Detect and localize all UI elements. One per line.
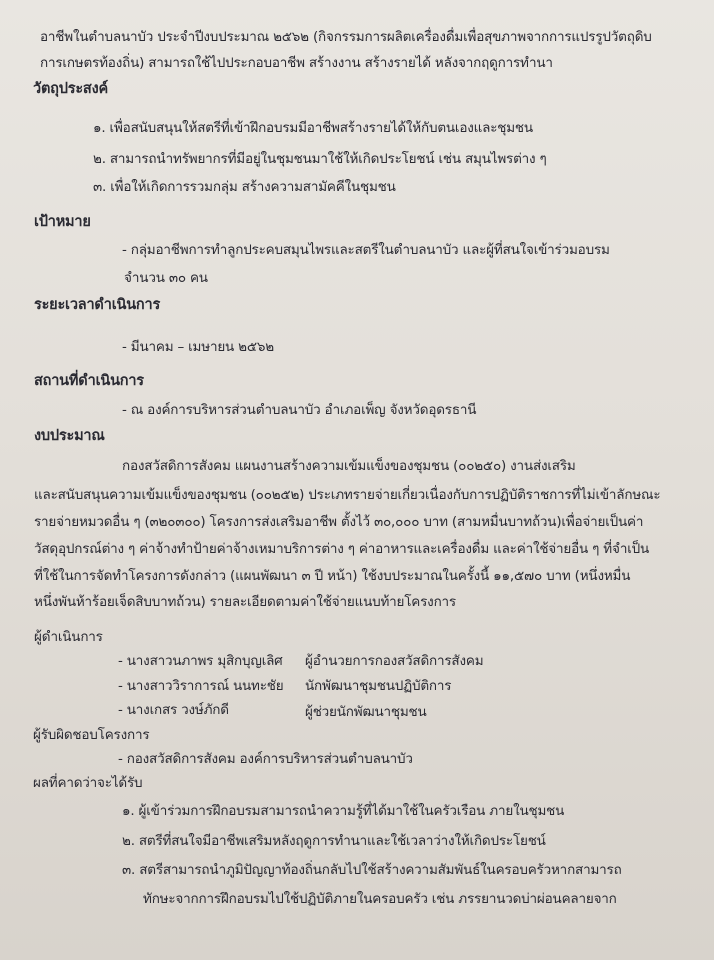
outcomes-heading: ผลที่คาดว่าจะได้รับ <box>33 775 143 791</box>
period-heading: ระยะเวลาดำเนินการ <box>34 297 161 313</box>
target-line-2: จำนวน ๓๐ คน <box>124 270 208 286</box>
responsible-line: - กองสวัสดิการสังคม องค์การบริหารส่วนตำบลนาบัว <box>118 751 413 767</box>
intro-line-1: อาชีพในตำบลนาบัว ประจำปีงบประมาณ ๒๕๖๒ (กิจกรรมการผลิตเครื่องดื่มเพื่อสุขภาพจากการแปรรูปวัตถุดิบ <box>40 29 652 45</box>
budget-line: ที่ใช้ในการจัดทำโครงการดังกล่าว (แผนพัฒนา ๓ ปี หน้า) ใช้งบประมาณในครั้งนี้ ๑๑,๕๗๐ บาท (หนึ่งหมื่น <box>34 568 631 584</box>
intro-line-2: การเกษตรท้องถิ่น) สามารถใช้ไปประกอบอาชีพ สร้างงาน สร้างรายได้ หลังจากฤดูการทำนา <box>40 55 553 71</box>
outcome-item: ๑. ผู้เข้าร่วมการฝึกอบรมสามารถนำความรู้ที่ได้มาใช้ในครัวเรือน ภายในชุมชน <box>122 803 565 819</box>
budget-line: หนึ่งพันห้าร้อยเจ็ดสิบบาทถ้วน) รายละเอียดตามค่าใช้จ่ายแนบท้ายโครงการ <box>34 594 456 610</box>
operator-name: - นางสาวนภาพร มุสิกบุญเลิศ <box>118 653 283 669</box>
operator-role: ผู้ช่วยนักพัฒนาชุมชน <box>305 704 427 720</box>
outcome-item-continuation: ทักษะจากการฝึกอบรมไปใช้ปฏิบัติภายในครอบครัว เช่น ภรรยานวดบ่าผ่อนคลายจาก <box>143 891 617 907</box>
objective-item: ๑. เพื่อสนับสนุนให้สตรีที่เข้าฝึกอบรมมีอาชีพสร้างรายได้ให้กับตนเองและชุมชน <box>93 120 533 136</box>
operator-name: - นางสาววิราการณ์ นนทะชัย <box>118 678 284 694</box>
objective-item: ๓. เพื่อให้เกิดการรวมกลุ่ม สร้างความสามัคคีในชุมชน <box>93 179 396 195</box>
target-line-1: - กลุ่มอาชีพการทำลูกประคบสมุนไพรและสตรีในตำบลนาบัว และผู้ที่สนใจเข้าร่วมอบรม <box>122 242 610 258</box>
location-line: - ณ องค์การบริหารส่วนตำบลนาบัว อำเภอเพ็ญ จังหวัดอุดรธานี <box>122 402 477 418</box>
operator-name: - นางเกสร วงษ์ภักดี <box>118 702 229 718</box>
objective-item: ๒. สามารถนำทรัพยากรที่มีอยู่ในชุมชนมาใช้ให้เกิดประโยชน์ เช่น สมุนไพรต่าง ๆ <box>93 151 547 167</box>
operators-heading: ผู้ดำเนินการ <box>34 629 103 645</box>
period-line: - มีนาคม – เมษายน ๒๕๖๒ <box>122 339 274 355</box>
operator-role: ผู้อำนวยการกองสวัสดิการสังคม <box>305 653 484 669</box>
budget-line: และสนับสนุนความเข้มแข็งของชุมชน (๐๐๒๕๒) ประเภทรายจ่ายเกี่ยวเนื่องกับการปฏิบัติราชการที่ไม่เข้าลักษณะ <box>34 487 661 503</box>
location-heading: สถานที่ดำเนินการ <box>34 373 144 389</box>
budget-line: รายจ่ายหมวดอื่น ๆ (๓๒๐๓๐๐) โครงการส่งเสริมอาชีพ ตั้งไว้ ๓๐,๐๐๐ บาท (สามหมื่นบาทถ้วน)เพื่อจ่ายเป็นค่า <box>34 514 644 530</box>
objectives-heading: วัตถุประสงค์ <box>33 81 108 97</box>
budget-heading: งบประมาณ <box>34 428 105 444</box>
outcome-item: ๒. สตรีที่สนใจมีอาชีพเสริมหลังฤดูการทำนาและใช้เวลาว่างให้เกิดประโยชน์ <box>122 833 546 849</box>
budget-line: วัสดุอุปกรณ์ต่าง ๆ ค่าจ้างทำป้ายค่าจ้างเหมาบริการต่าง ๆ ค่าอาหารและเครื่องดื่ม และค่าใช้จ่ายอื่น ๆ ที่จำเป็น <box>34 541 650 557</box>
operator-role: นักพัฒนาชุมชนปฏิบัติการ <box>305 678 452 694</box>
budget-line: กองสวัสดิการสังคม แผนงานสร้างความเข้มแข็งของชุมชน (๐๐๒๕๐) งานส่งเสริม <box>122 458 576 474</box>
outcome-item: ๓. สตรีสามารถนำภูมิปัญญาท้องถิ่นกลับไปใช้สร้างความสัมพันธ์ในครอบครัวหากสามารถ <box>122 862 622 878</box>
responsible-heading: ผู้รับผิดชอบโครงการ <box>33 727 150 743</box>
target-heading: เป้าหมาย <box>34 214 91 230</box>
